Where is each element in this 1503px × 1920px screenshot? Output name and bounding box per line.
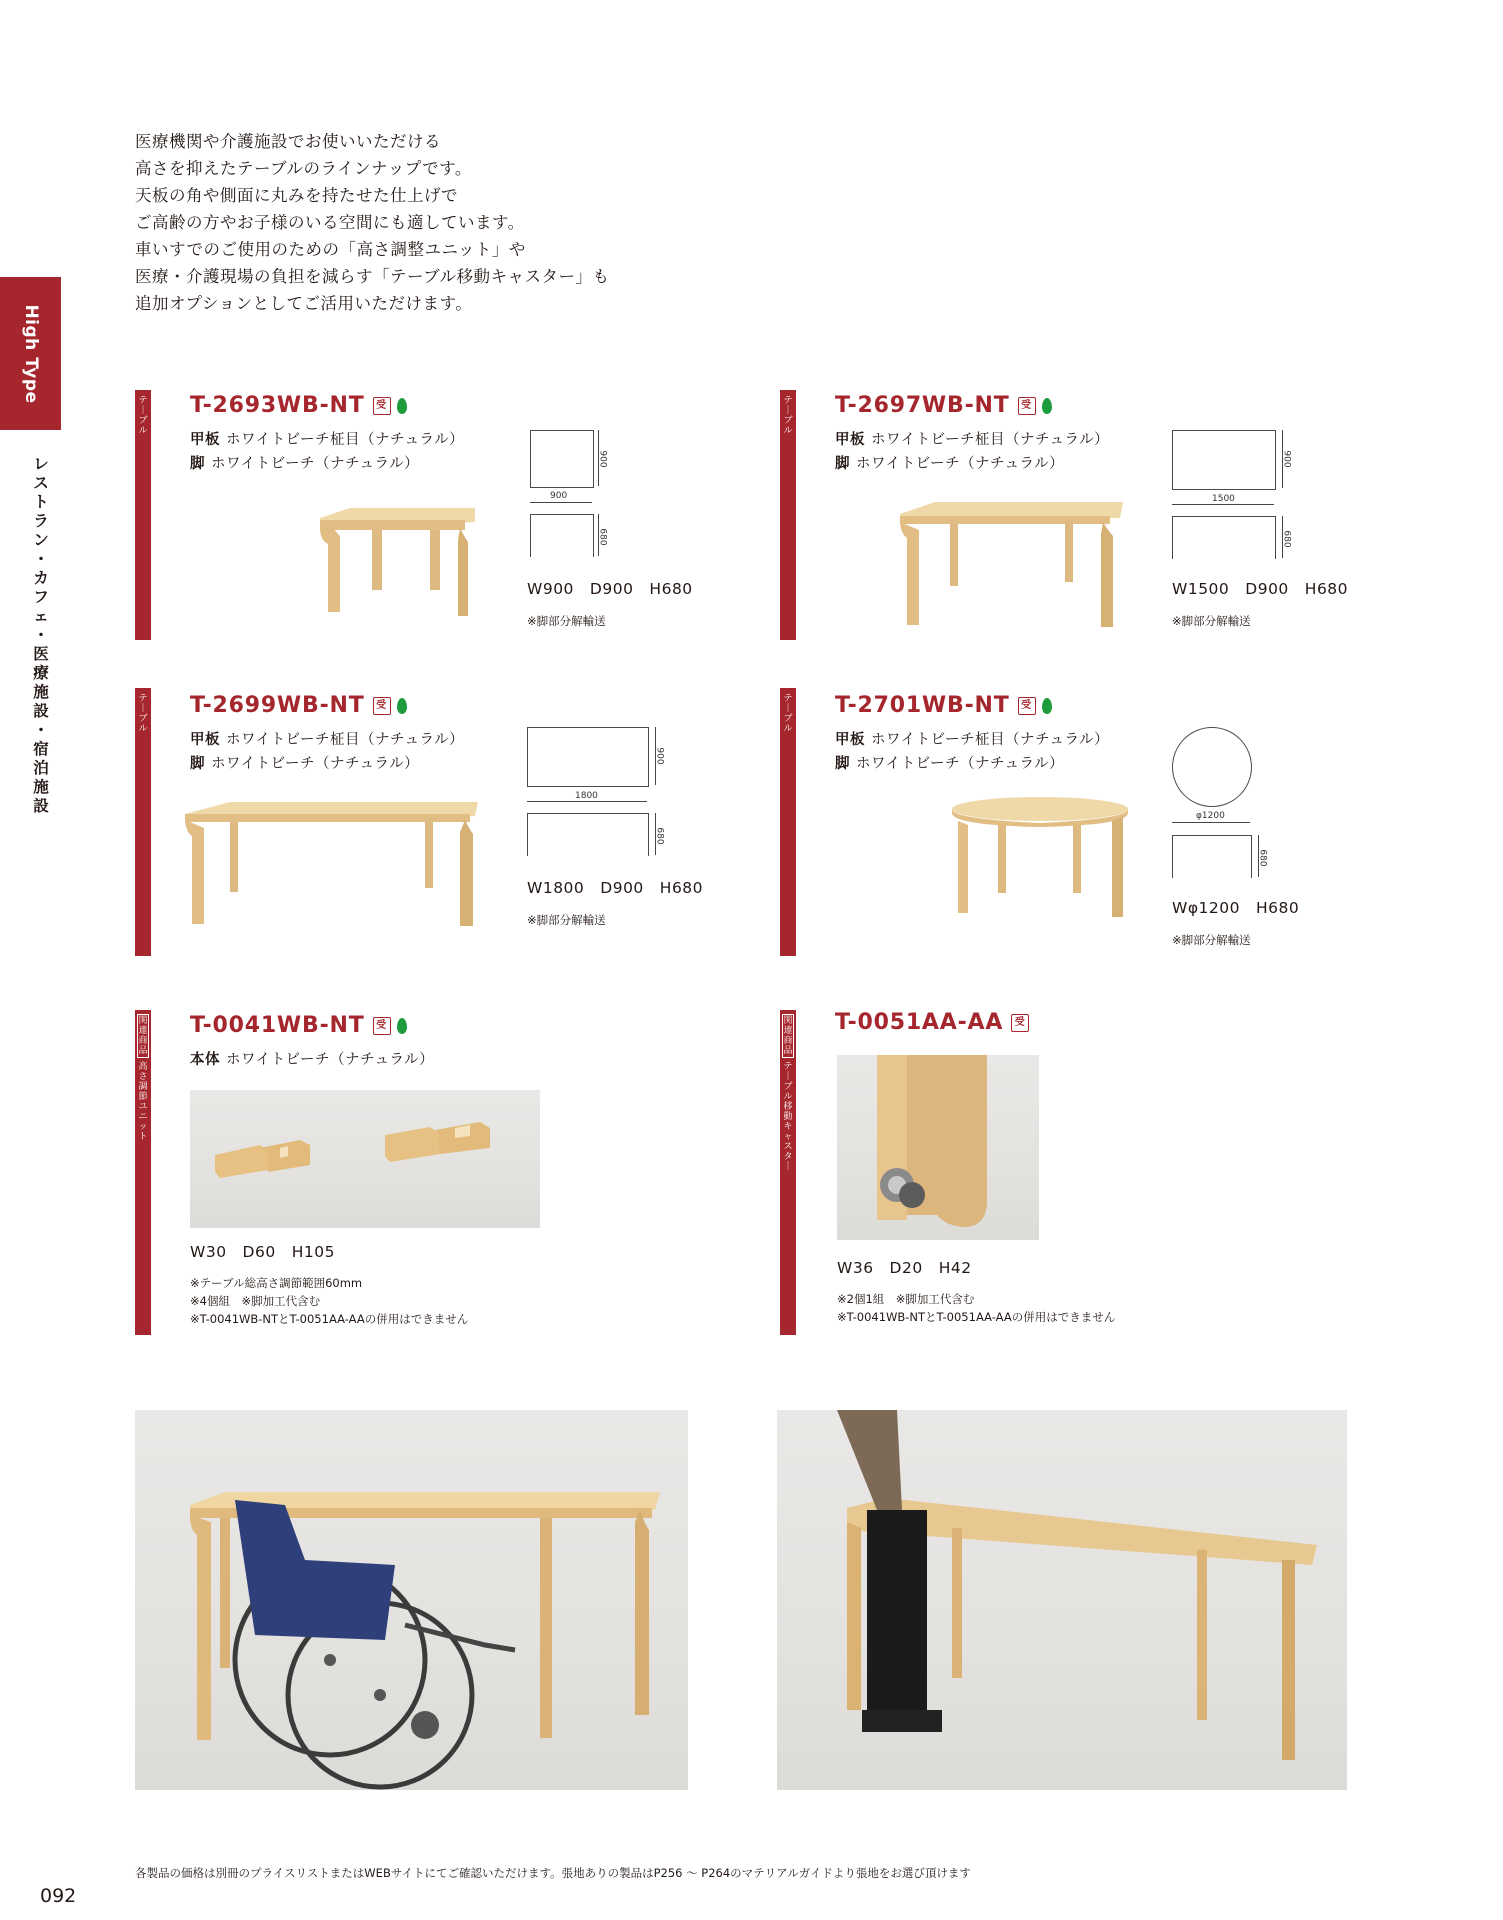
intro-line: ご高齢の方やお子様のいる空間にも適しています。 (135, 213, 525, 232)
side-category-char: フ (33, 588, 49, 606)
product-spec: 甲板 ホワイトビーチ柾目（ナチュラル） 脚 ホワイトビーチ（ナチュラル） (190, 432, 465, 472)
eco-leaf-icon (397, 698, 407, 714)
eco-leaf-icon (397, 1018, 407, 1034)
product-photo (310, 500, 480, 620)
plan-view (527, 727, 649, 787)
product-code: T-0041WB-NT (190, 1013, 365, 1038)
category-bar: テ ｜ ブ ル (135, 390, 151, 640)
plan-view (1172, 430, 1276, 490)
order-badge: 受 (1011, 1014, 1029, 1032)
plan-view (530, 430, 594, 488)
product-photo (180, 800, 480, 930)
product-photo (895, 500, 1125, 630)
related-bar: 関 連 商 品 テ ｜ ブ ル 移 動 キ ャ ス タ ｜ (780, 1010, 796, 1335)
side-category-char: ェ (33, 607, 49, 625)
product-dimensions: W36 D20 H42 (837, 1259, 972, 1277)
elevation-view (1172, 835, 1252, 878)
side-category-char: 療 (33, 664, 49, 682)
elevation-view (1172, 516, 1276, 559)
footer-note: 各製品の価格は別冊のプライスリストまたはWEBサイトにてご確認いただけます。張地ありの製品はP256 〜 P264のマテリアルガイドより張地をお選び頂けます (135, 1866, 971, 1880)
product-note: ※脚部分解輸送 (1172, 933, 1251, 947)
product-note: ※脚部分解輸送 (527, 614, 606, 628)
intro-text (135, 128, 755, 317)
product-photo (190, 1090, 540, 1228)
product-dimensions: W1800 D900 H680 (527, 879, 704, 897)
side-category (30, 455, 52, 816)
intro-line: 医療・介護現場の負担を減らす「テーブル移動キャスター」も (135, 267, 610, 286)
side-category-char: 泊 (33, 759, 49, 777)
category-bar: テ ｜ ブ ル (780, 688, 796, 956)
caster-photo (777, 1410, 1347, 1790)
side-category-char: ス (33, 474, 49, 492)
product-code: T-0051AA-AA (835, 1010, 1004, 1035)
product-title (835, 393, 1052, 418)
side-category-char: カ (33, 569, 49, 587)
side-category-char: ン (33, 531, 49, 549)
product-spec: 甲板 ホワイトビーチ柾目（ナチュラル） 脚 ホワイトビーチ（ナチュラル） (835, 432, 1110, 472)
side-tab-label: High Type (20, 303, 41, 404)
wheelchair-photo (135, 1410, 688, 1790)
order-badge: 受 (1018, 697, 1036, 715)
product-note: ※脚部分解輸送 (527, 913, 606, 927)
order-badge: 受 (373, 1017, 391, 1035)
plan-view (1172, 727, 1252, 807)
side-category-char: ト (33, 493, 49, 511)
related-bar: 関 連 商 品 高 さ 調 節 ユ ニ ッ ト (135, 1010, 151, 1335)
product-code: T-2697WB-NT (835, 393, 1010, 418)
eco-leaf-icon (397, 398, 407, 414)
product-title (835, 1010, 1029, 1035)
intro-line: 高さを抑えたテーブルのラインナップです。 (135, 159, 472, 178)
order-badge: 受 (1018, 397, 1036, 415)
intro-line: 追加オプションとしてご活用いただけます。 (135, 294, 473, 313)
product-dimensions: W900 D900 H680 (527, 580, 693, 598)
side-category-char: 施 (33, 683, 49, 701)
eco-leaf-icon (1042, 698, 1052, 714)
product-dimensions: W30 D60 H105 (190, 1243, 335, 1261)
product-spec: 甲板 ホワイトビーチ柾目（ナチュラル） 脚 ホワイトビーチ（ナチュラル） (835, 732, 1110, 772)
side-category-char: ラ (33, 512, 49, 530)
product-notes: ※2個1組 ※脚加工代含む ※T-0041WB-NTとT-0051AA-AAの併用はできません (837, 1292, 1116, 1324)
side-category-char: 医 (33, 645, 49, 663)
side-category-char: ・ (33, 626, 49, 644)
side-category-char: ・ (33, 721, 49, 739)
product-spec: 甲板 ホワイトビーチ柾目（ナチュラル） 脚 ホワイトビーチ（ナチュラル） (190, 732, 465, 772)
side-category-char: 宿 (33, 740, 49, 758)
order-badge: 受 (373, 697, 391, 715)
product-title (835, 693, 1052, 718)
category-bar: テ ｜ ブ ル (135, 688, 151, 956)
related-head: 関 連 商 品 (138, 1016, 148, 1056)
side-category-char: ・ (33, 550, 49, 568)
order-badge: 受 (373, 397, 391, 415)
product-photo (948, 795, 1133, 925)
elevation-view (527, 813, 649, 856)
elevation-view (530, 514, 594, 557)
side-tab[interactable] (0, 277, 61, 430)
product-spec: 本体 ホワイトビーチ（ナチュラル） (190, 1052, 435, 1068)
intro-line: 医療機関や介護施設でお使いいただける (135, 132, 441, 151)
product-code: T-2699WB-NT (190, 693, 365, 718)
related-head: 関 連 商 品 (783, 1016, 793, 1056)
product-photo (837, 1055, 1039, 1240)
intro-line: 車いすでのご使用のための「高さ調整ユニット」や (135, 240, 526, 259)
side-category-char: 施 (33, 778, 49, 796)
product-dimensions: Wφ1200 H680 (1172, 899, 1300, 917)
product-code: T-2693WB-NT (190, 393, 365, 418)
product-title (190, 693, 407, 718)
product-title (190, 393, 407, 418)
product-code: T-2701WB-NT (835, 693, 1010, 718)
product-notes: ※テーブル総高さ調節範囲60mm ※4個組 ※脚加工代含む ※T-0041WB-NTとT-0051AA-AAの併用はできません (190, 1276, 469, 1326)
page-number: 092 (40, 1885, 77, 1907)
eco-leaf-icon (1042, 398, 1052, 414)
product-title (190, 1013, 407, 1038)
side-category-char: レ (33, 455, 49, 473)
category-bar: テ ｜ ブ ル (780, 390, 796, 640)
intro-line: 天板の角や側面に丸みを持たせた仕上げで (135, 186, 458, 205)
side-category-char: 設 (33, 702, 49, 720)
product-note: ※脚部分解輸送 (1172, 614, 1251, 628)
side-category-char: 設 (33, 797, 49, 815)
product-dimensions: W1500 D900 H680 (1172, 580, 1349, 598)
